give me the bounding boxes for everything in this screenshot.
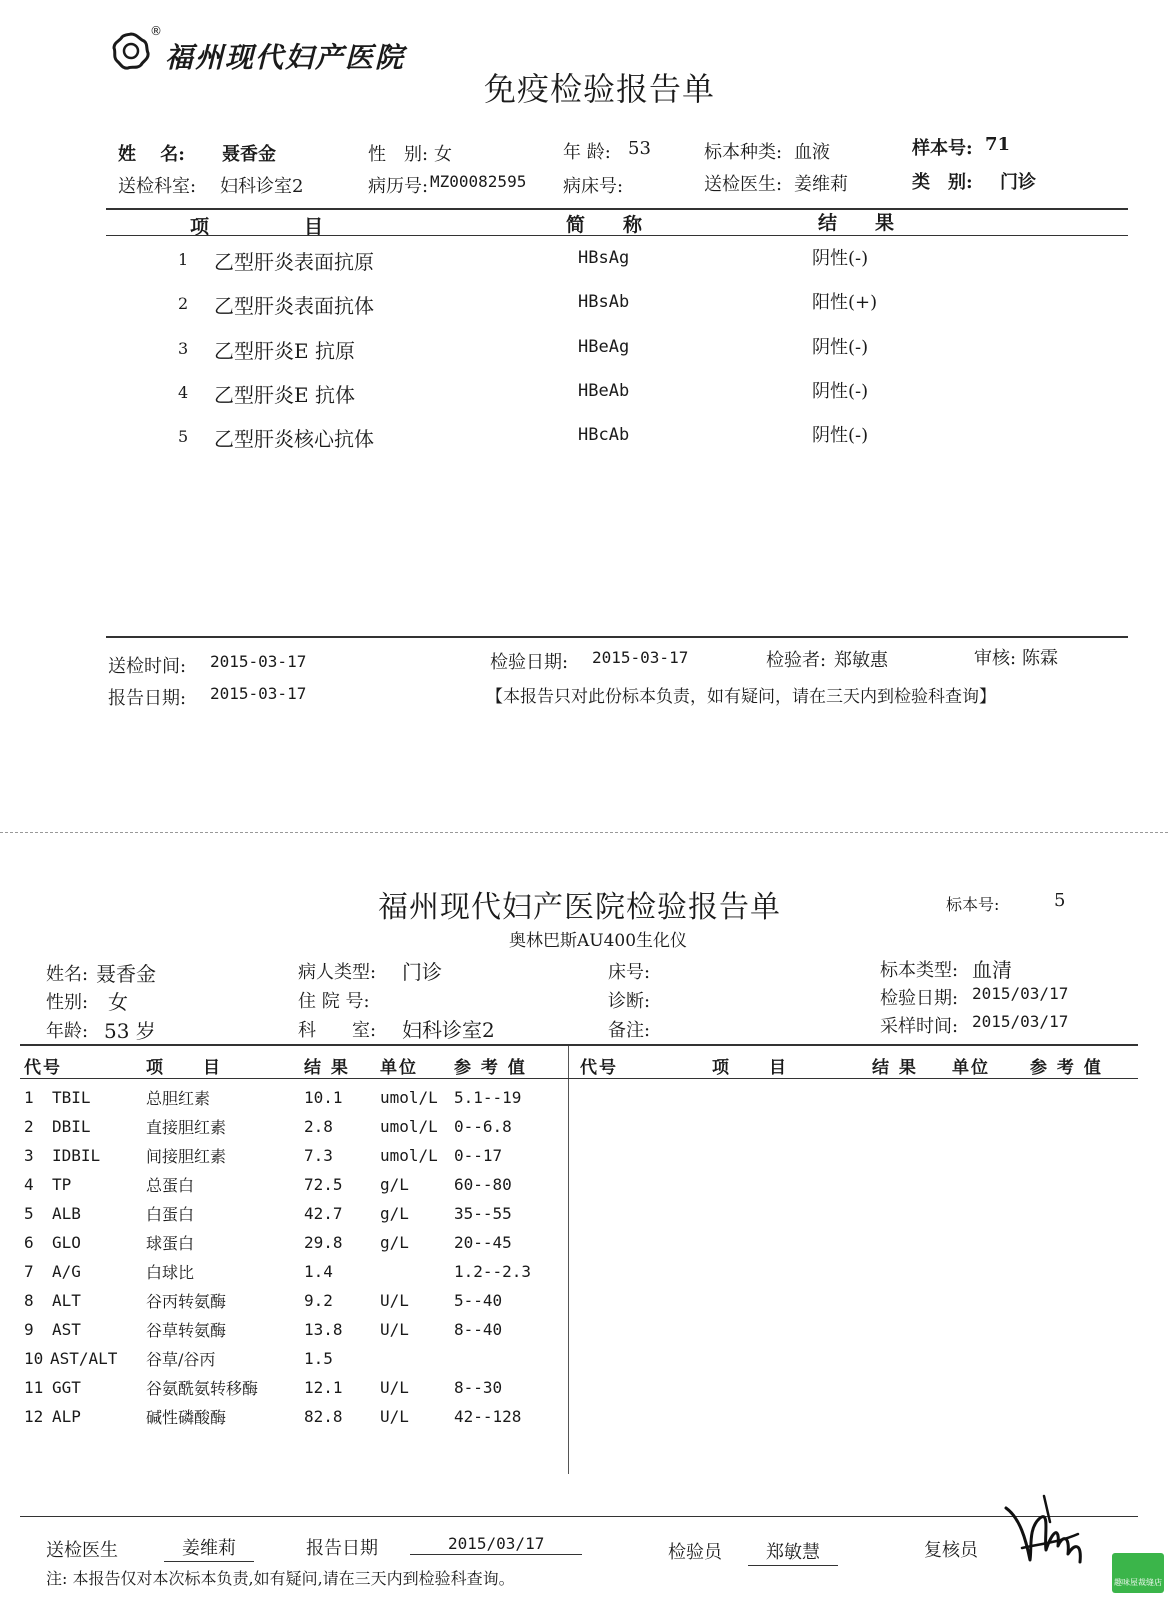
row-code: ALB (52, 1204, 81, 1223)
biochem-header-bottom-rule (20, 1078, 1138, 1079)
row-result: 9.2 (304, 1291, 333, 1310)
immuno-specimen-type-label: 标本种类: (704, 142, 783, 163)
row-item: 乙型肝炎表面抗原 (214, 250, 374, 274)
immuno-age-label: 年 龄: (563, 142, 611, 163)
biochem-report-title: 福州现代妇产医院检验报告单 (378, 890, 781, 925)
row-code: AST/ALT (50, 1349, 118, 1368)
row-result: 42.7 (304, 1204, 343, 1223)
immuno-record-no-label: 病历号: (368, 176, 429, 197)
biochem-doctor-value: 姜维莉 (164, 1534, 254, 1562)
row-item: 谷丙转氨酶 (146, 1292, 227, 1311)
row-unit: umol/L (380, 1117, 438, 1136)
row-number: 2 (178, 294, 189, 313)
row-code: GLO (52, 1233, 81, 1252)
row-result: 阴性(-) (812, 337, 869, 358)
row-result: 12.1 (304, 1378, 343, 1397)
biochem-reviewer-label: 复核员 (924, 1540, 978, 1561)
row-code: GGT (52, 1378, 81, 1397)
immuno-submit-time-value: 2015-03-17 (210, 652, 307, 671)
row-item: 白蛋白 (146, 1205, 195, 1224)
biochem-col-unit: 单位 (380, 1058, 418, 1078)
reviewer-signature (1000, 1488, 1110, 1578)
biochem-test-date-value: 2015/03/17 (972, 984, 1069, 1003)
biochem-report-date-value: 2015/03/17 (410, 1534, 582, 1555)
row-number: 9 (24, 1320, 34, 1339)
row-item: 谷草/谷丙 (146, 1350, 216, 1369)
row-result: 72.5 (304, 1175, 343, 1194)
row-item: 乙型肝炎核心抗体 (214, 427, 374, 451)
immuno-report-date-label: 报告日期: (108, 688, 187, 709)
biochem-col-unit-right: 单位 (952, 1058, 990, 1078)
immuno-name-label: 姓 名: (118, 144, 185, 165)
row-number: 2 (24, 1117, 34, 1136)
row-item: 球蛋白 (146, 1234, 195, 1253)
registered-mark: ® (150, 24, 162, 38)
row-item: 总胆红素 (146, 1089, 211, 1108)
biochem-footer-rule (20, 1516, 1138, 1517)
row-code: DBIL (52, 1117, 91, 1136)
immuno-gender-value: 女 (434, 144, 452, 165)
row-abbr: HBcAb (578, 425, 630, 445)
biochem-column-divider (568, 1046, 569, 1474)
row-number: 1 (24, 1088, 34, 1107)
immuno-tester-label: 检验者: (766, 650, 827, 671)
biochem-sample-time-value: 2015/03/17 (972, 1012, 1069, 1031)
row-result: 1.4 (304, 1262, 333, 1281)
row-unit: g/L (380, 1204, 409, 1223)
row-result: 10.1 (304, 1088, 343, 1107)
biochem-specimen-type-label: 标本类型: (880, 960, 959, 981)
row-result: 阳性(+) (812, 292, 878, 313)
immuno-test-date-value: 2015-03-17 (592, 648, 689, 667)
biochem-patient-type-label: 病人类型: (298, 962, 377, 983)
row-code: A/G (52, 1262, 81, 1281)
immuno-reviewer-label: 审核: (974, 648, 1017, 669)
row-item: 谷氨酰氨转移酶 (146, 1379, 259, 1398)
biochem-notice: 注: 本报告仅对本次标本负责,如有疑问,请在三天内到检验科查询。 (46, 1569, 515, 1588)
row-item: 直接胆红素 (146, 1118, 227, 1137)
row-result: 2.8 (304, 1117, 333, 1136)
row-abbr: HBeAg (578, 337, 630, 357)
row-abbr: HBsAb (578, 292, 630, 312)
biochem-name-label: 姓名: (46, 964, 89, 985)
row-unit: U/L (380, 1407, 409, 1426)
row-unit: g/L (380, 1175, 409, 1194)
biochem-age-label: 年龄: (46, 1021, 89, 1042)
immuno-col-result: 结 果 (818, 212, 895, 234)
row-ref: 0--6.8 (454, 1117, 512, 1136)
immuno-report-title: 免疫检验报告单 (484, 70, 716, 108)
biochem-col-ref: 参 考 值 (454, 1058, 527, 1078)
row-result: 82.8 (304, 1407, 343, 1426)
row-code: TP (52, 1175, 72, 1194)
immuno-category-value: 门诊 (1000, 172, 1036, 193)
biochem-dept-value: 妇科诊室2 (402, 1018, 495, 1042)
row-item: 碱性磷酸酶 (146, 1408, 227, 1427)
row-unit: g/L (380, 1233, 409, 1252)
row-code: IDBIL (52, 1146, 101, 1165)
immuno-dept-label: 送检科室: (118, 176, 197, 197)
immuno-age-value: 53 (628, 138, 651, 159)
biochem-tester-value: 郑敏慧 (748, 1538, 838, 1566)
hospital-logo-text: 福州现代妇产医院 (165, 41, 406, 74)
row-number: 8 (24, 1291, 34, 1310)
biochem-test-date-label: 检验日期: (880, 988, 959, 1009)
immuno-test-date-label: 检验日期: (490, 652, 569, 673)
biochem-remark-label: 备注: (608, 1020, 651, 1041)
biochem-col-ref-right: 参 考 值 (1030, 1058, 1103, 1078)
row-item: 间接胆红素 (146, 1147, 227, 1166)
row-ref: 35--55 (454, 1204, 512, 1223)
immuno-footer-rule (106, 636, 1128, 638)
row-result: 7.3 (304, 1146, 333, 1165)
biochem-specimen-no-value: 5 (1054, 890, 1066, 911)
row-unit: umol/L (380, 1146, 438, 1165)
row-result: 阴性(-) (812, 425, 869, 446)
row-code: AST (52, 1320, 81, 1339)
row-code: TBIL (52, 1088, 91, 1107)
biochem-tester-label: 检验员 (668, 1542, 722, 1563)
row-code: ALT (52, 1291, 81, 1310)
watermark-badge-text: 趣味屋裁缝店 (1114, 1578, 1162, 1587)
immuno-sample-no-value: 71 (985, 134, 1011, 155)
biochem-gender-value: 女 (108, 990, 128, 1014)
row-number: 12 (24, 1407, 44, 1426)
row-number: 5 (178, 427, 189, 446)
row-unit: U/L (380, 1291, 409, 1310)
immuno-col-abbr: 简 称 (566, 214, 643, 236)
row-unit: umol/L (380, 1088, 438, 1107)
biochem-report-date-label: 报告日期 (306, 1538, 378, 1559)
immuno-doctor-label: 送检医生: (704, 174, 783, 195)
biochem-name-value: 聂香金 (96, 962, 156, 986)
immuno-category-label: 类 别: (912, 172, 973, 193)
row-ref: 5.1--19 (454, 1088, 522, 1107)
row-number: 3 (24, 1146, 34, 1165)
row-code: ALP (52, 1407, 81, 1426)
row-number: 4 (24, 1175, 34, 1194)
biochem-patient-type-value: 门诊 (402, 960, 442, 984)
row-ref: 5--40 (454, 1291, 503, 1310)
biochem-col-result: 结 果 (304, 1058, 350, 1078)
watermark-badge (1112, 1553, 1164, 1593)
immuno-bed-label: 病床号: (563, 176, 624, 197)
immuno-col-item: 项 目 (190, 216, 324, 238)
sheet-separator (0, 832, 1168, 833)
immuno-dept-value: 妇科诊室2 (220, 176, 304, 197)
biochem-inpatient-no-label: 住 院 号: (298, 991, 370, 1012)
row-result: 阴性(-) (812, 248, 869, 269)
immuno-notice: 【本报告只对此份标本负责，如有疑问，请在三天内到检验科查询】 (486, 687, 996, 707)
row-number: 3 (178, 339, 189, 358)
row-item: 总蛋白 (146, 1176, 195, 1195)
immuno-sample-no-label: 样本号: (912, 138, 973, 159)
immuno-record-no-value: MZ00082595 (430, 172, 527, 191)
biochem-sample-time-label: 采样时间: (880, 1016, 959, 1037)
biochem-col-item: 项 目 (146, 1058, 222, 1078)
row-item: 谷草转氨酶 (146, 1321, 227, 1340)
immuno-report-date-value: 2015-03-17 (210, 684, 307, 703)
row-result: 阴性(-) (812, 381, 869, 402)
biochem-doctor-label: 送检医生 (46, 1540, 118, 1561)
row-ref: 20--45 (454, 1233, 512, 1252)
biochem-col-code-right: 代号 (580, 1058, 618, 1078)
row-ref: 8--30 (454, 1378, 503, 1397)
biochem-age-value: 53 岁 (104, 1019, 156, 1043)
row-number: 11 (24, 1378, 44, 1397)
immuno-gender-label: 性 别: (368, 144, 429, 165)
immuno-specimen-type-value: 血液 (794, 142, 830, 163)
biochem-diagnosis-label: 诊断: (608, 991, 651, 1012)
row-item: 乙型肝炎E 抗体 (214, 383, 355, 407)
row-number: 4 (178, 383, 189, 402)
row-abbr: HBsAg (578, 248, 630, 268)
row-result: 1.5 (304, 1349, 333, 1368)
row-number: 10 (24, 1349, 44, 1368)
biochem-col-result-right: 结 果 (872, 1058, 918, 1078)
biochem-specimen-no-label: 标本号: (946, 895, 1000, 914)
biochem-gender-label: 性别: (46, 992, 89, 1013)
row-result: 13.8 (304, 1320, 343, 1339)
row-number: 7 (24, 1262, 34, 1281)
row-unit: U/L (380, 1320, 409, 1339)
row-abbr: HBeAb (578, 381, 630, 401)
row-number: 5 (24, 1204, 34, 1223)
row-unit: U/L (380, 1378, 409, 1397)
biochem-col-item-right: 项 目 (712, 1058, 788, 1078)
biochem-header-top-rule (20, 1044, 1138, 1046)
row-ref: 1.2--2.3 (454, 1262, 532, 1281)
row-item: 白球比 (146, 1263, 195, 1282)
immuno-doctor-value: 姜维莉 (794, 174, 848, 195)
row-number: 1 (178, 250, 189, 269)
biochem-specimen-type-value: 血清 (972, 958, 1012, 982)
immuno-reviewer-value: 陈霖 (1022, 648, 1058, 669)
row-number: 6 (24, 1233, 34, 1252)
immuno-tester-value: 郑敏惠 (834, 650, 888, 671)
row-ref: 8--40 (454, 1320, 503, 1339)
immuno-header-bottom-rule (106, 235, 1128, 236)
row-ref: 60--80 (454, 1175, 512, 1194)
biochem-dept-label: 科 室: (298, 1020, 377, 1041)
biochem-col-code: 代号 (24, 1058, 62, 1078)
row-item: 乙型肝炎表面抗体 (214, 294, 374, 318)
hospital-logo-icon (110, 24, 162, 72)
row-result: 29.8 (304, 1233, 343, 1252)
immuno-submit-time-label: 送检时间: (108, 656, 187, 677)
immuno-name-value: 聂香金 (222, 144, 276, 165)
biochem-bed-label: 床号: (608, 962, 651, 983)
biochem-report-subtitle: 奥林巴斯AU400生化仪 (509, 931, 688, 951)
row-ref: 42--128 (454, 1407, 522, 1426)
row-item: 乙型肝炎E 抗原 (214, 339, 355, 363)
row-ref: 0--17 (454, 1146, 503, 1165)
